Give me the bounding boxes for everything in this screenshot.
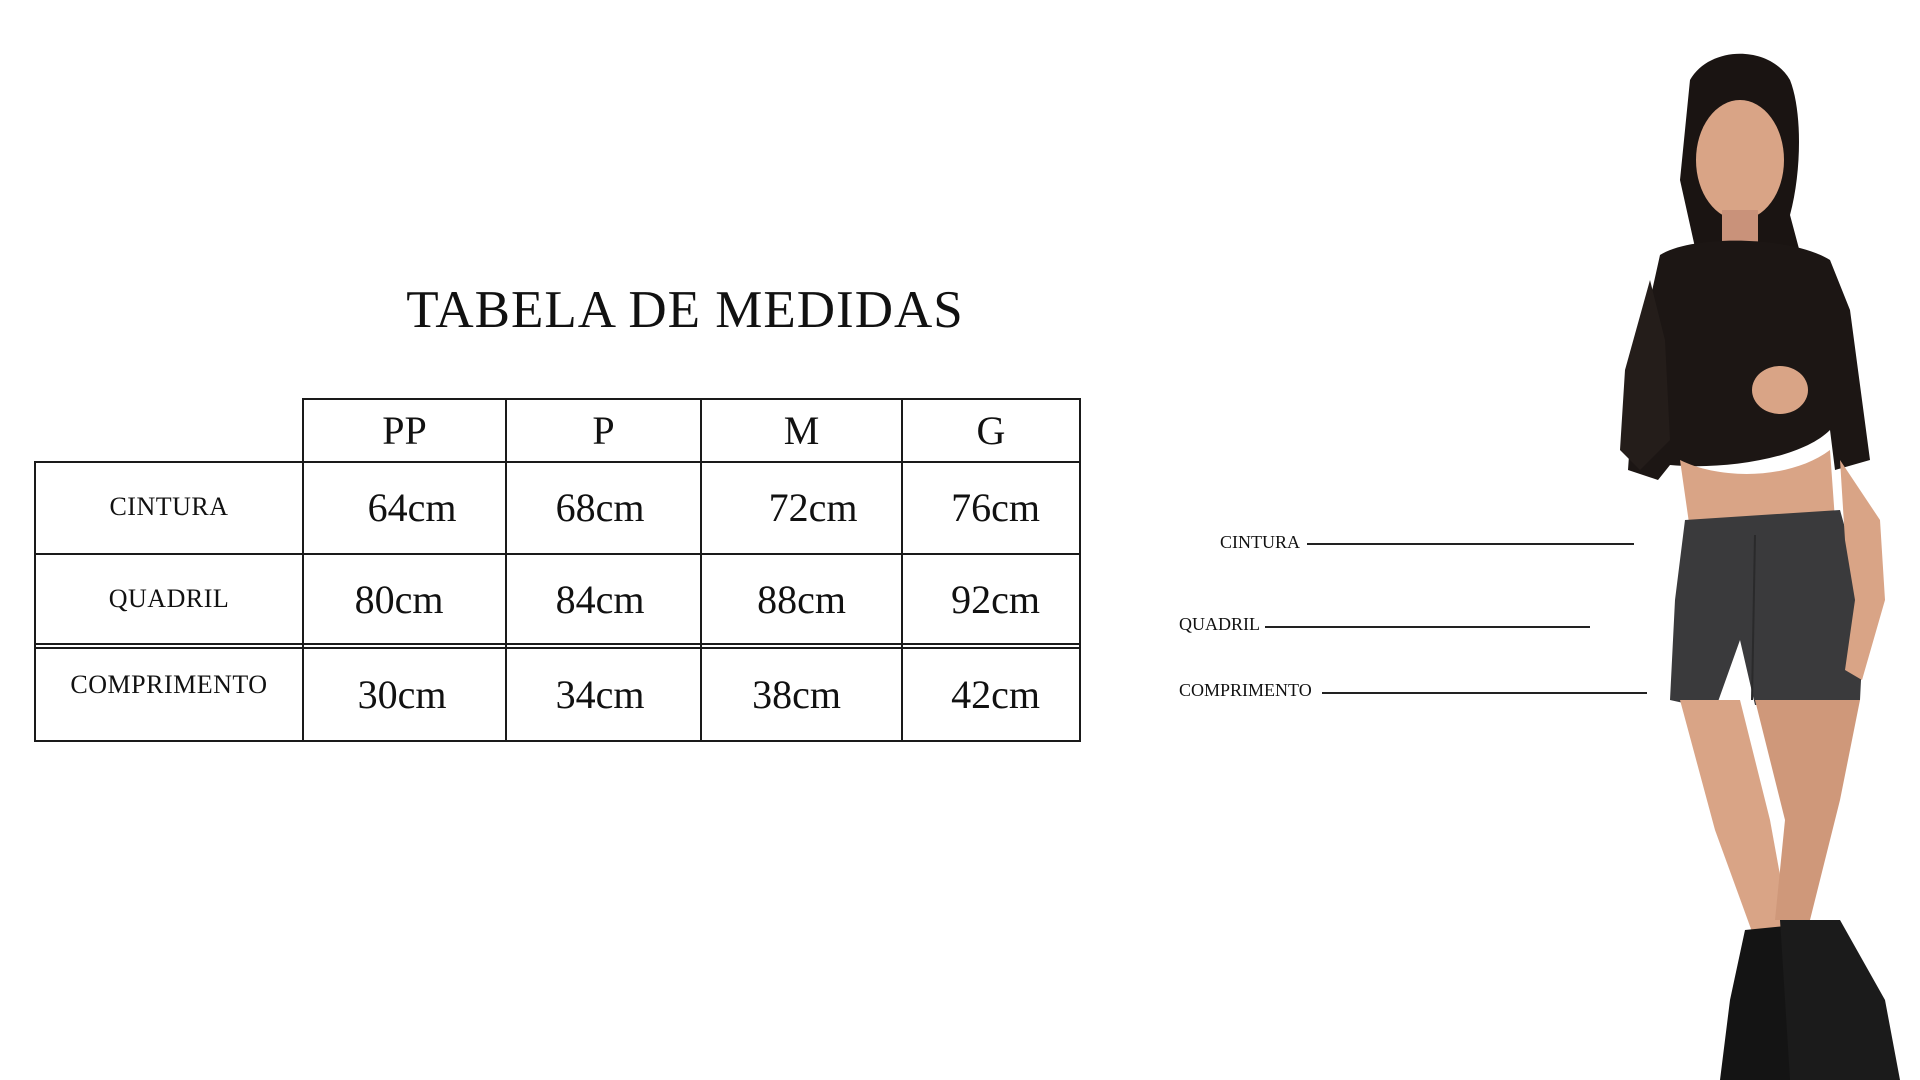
table-cell: 64cm [367,484,457,530]
model-photo [1540,40,1920,1080]
table-cell: 92cm [951,576,1040,622]
row-label-comprimento: COMPRIMENTO [70,670,268,699]
row-label-quadril: QUADRIL [108,584,230,613]
guide-label-comprimento: COMPRIMENTO [1179,680,1312,700]
size-header-p: P [592,408,615,453]
right-boot-shape [1780,920,1900,1080]
row-label-cintura: CINTURA [109,492,229,521]
table-cell: 84cm [555,576,645,622]
table-cell: 76cm [951,484,1040,530]
page-title: TABELA DE MEDIDAS [406,281,964,339]
hand-shape [1752,366,1808,414]
table-cell: 72cm [768,484,858,530]
guide-label-quadril: QUADRIL [1179,614,1260,634]
table-cell: 68cm [555,484,645,530]
shorts-shape [1670,510,1865,710]
size-header-m: M [783,408,820,453]
table-border [34,740,1081,742]
size-header-g: G [976,408,1006,453]
table-cell: 42cm [951,672,1040,717]
size-table [0,0,1100,760]
table-cell: 88cm [757,576,846,622]
table-cell: 30cm [357,672,447,717]
size-header-pp: PP [382,408,427,453]
table-cell: 34cm [555,672,645,717]
table-border [34,643,1081,645]
table-cell: 38cm [752,672,841,717]
table-cell: 80cm [354,576,444,622]
face-shape [1696,100,1784,220]
guide-label-cintura: CINTURA [1220,532,1300,552]
